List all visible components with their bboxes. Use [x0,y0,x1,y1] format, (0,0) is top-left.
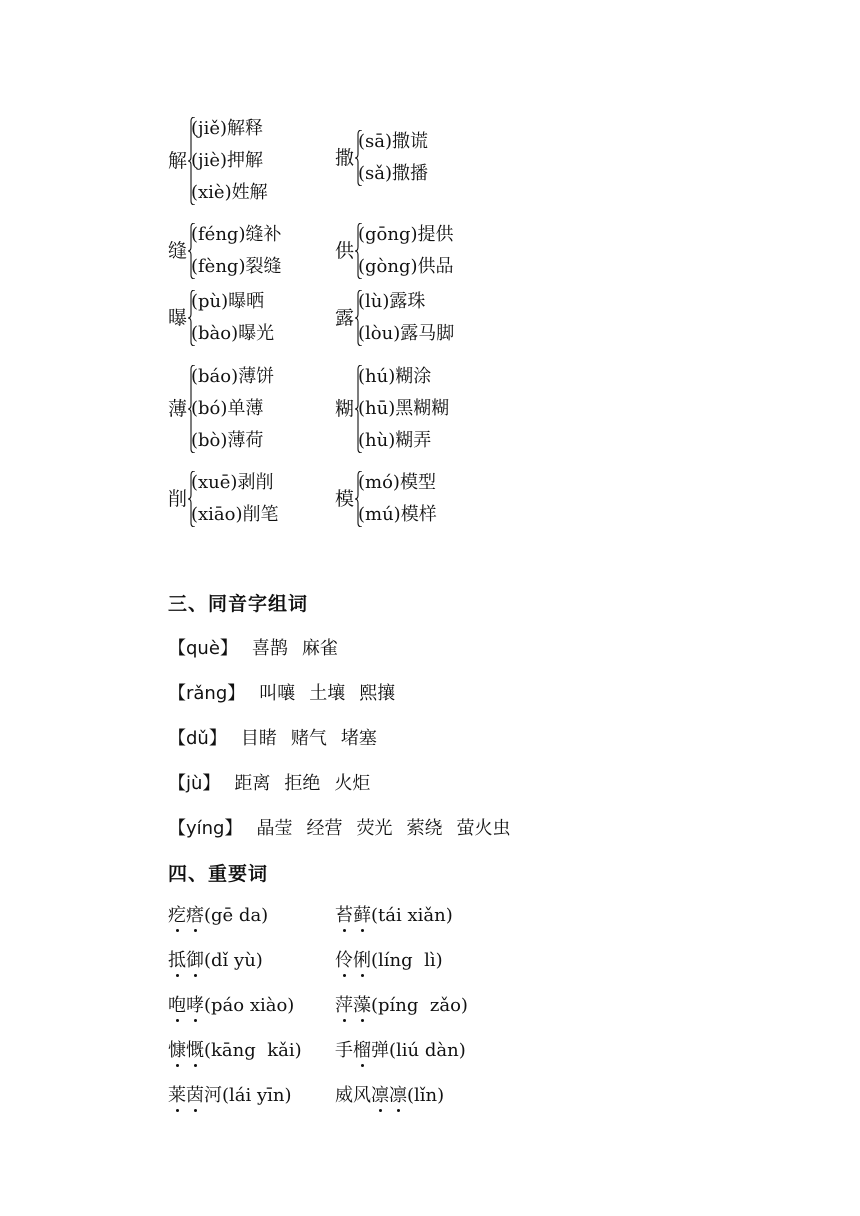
polyphone-group [168,113,328,209]
polyphone-reading: (mó)模型 [358,472,436,493]
polyphone-reading: (féng)缝补 [191,224,282,245]
homophone-word: 赌气 [290,728,327,749]
polyphone-reading: (fèng)裂缝 [191,256,282,277]
homophone-word: 经营 [306,818,343,839]
vocab-item [335,1036,466,1062]
polyphone-group [335,361,495,457]
homophone-word: 目睹 [240,728,277,749]
polyphone-reading: (bào)曝光 [191,323,275,344]
homophone-word: 麻雀 [301,638,338,659]
polyphone-group [168,361,328,457]
section-3-title: 三、同音字组词 [168,593,309,615]
vocab-pinyin: (tái xiǎn) [371,905,453,926]
polyphone-char: 撒 [335,147,355,169]
emphasized-word: 慷慨 [168,1040,204,1061]
polyphone-reading: (gòng)供品 [358,256,454,277]
emphasized-word: 疙瘩 [168,905,204,926]
vocab-item [168,991,294,1017]
homophone-row [168,679,395,705]
polyphone-group [168,286,328,350]
vocab-item [168,1036,302,1062]
polyphone-char: 供 [335,240,355,262]
polyphone-reading: (hú)糊涂 [358,366,432,387]
polyphone-char: 缝 [168,240,188,262]
polyphone-reading: (pù)曝晒 [191,291,265,312]
polyphone-reading: (mú)模样 [358,504,437,525]
vocab-item [335,901,453,927]
vocab-item [168,901,268,927]
vocab-item [168,1081,292,1107]
homophone-word: 距离 [234,773,271,794]
polyphone-char: 糊 [335,398,355,420]
vocab-item [335,1081,444,1107]
vocab-item [168,946,263,972]
emphasized-word: 榴 [353,1040,371,1061]
polyphone-reading: (xuē)剥削 [191,472,274,493]
homophone-word: 土壤 [309,683,346,704]
polyphone-char: 模 [335,488,355,510]
polyphone-reading: (jiě)解释 [191,118,264,139]
vocab-item [335,946,443,972]
polyphone-reading: (jiè)押解 [191,150,264,171]
vocab-pinyin: (kāng kǎi) [204,1040,302,1061]
polyphone-group [335,286,495,350]
vocab-pinyin: (píng zǎo) [371,995,468,1016]
homophone-word: 火炬 [334,773,371,794]
homophone-pinyin: 【què】 [168,638,238,659]
vocab-pinyin: (lǐn) [407,1085,445,1106]
vocab-text: 河 [204,1085,222,1106]
polyphone-group [335,467,495,531]
polyphone-reading: (sǎ)撒播 [358,163,429,184]
emphasized-word: 抵御 [168,950,204,971]
emphasized-word: 凛凛 [371,1085,407,1106]
homophone-word: 堵塞 [340,728,377,749]
emphasized-word: 萍藻 [335,995,371,1016]
emphasized-word: 伶俐 [335,950,371,971]
emphasized-word: 莱茵 [168,1085,204,1106]
homophone-word: 晶莹 [256,818,293,839]
polyphone-reading: (bó)单薄 [191,398,264,419]
homophone-word: 荧光 [356,818,393,839]
homophone-word: 叫嚷 [259,683,296,704]
vocab-pinyin: (liú dàn) [389,1040,466,1061]
homophone-pinyin: 【jù】 [168,773,221,794]
vocab-pinyin: (líng lì) [371,950,443,971]
polyphone-reading: (lù)露珠 [358,291,426,312]
vocab-item [335,991,468,1017]
polyphone-group [168,219,328,283]
homophone-word: 萦绕 [406,818,443,839]
emphasized-word: 咆哮 [168,995,204,1016]
polyphone-reading: (báo)薄饼 [191,366,275,387]
polyphone-char: 曝 [168,307,188,329]
polyphone-char: 薄 [168,398,188,420]
homophone-pinyin: 【dǔ】 [168,728,227,749]
vocab-text: 手 [335,1040,353,1061]
polyphone-reading: (hù)糊弄 [358,430,432,451]
homophone-word: 拒绝 [284,773,321,794]
emphasized-word: 苔藓 [335,905,371,926]
vocab-pinyin: (páo xiào) [204,995,295,1016]
vocab-text: 威风 [335,1085,371,1106]
polyphone-char: 露 [335,307,355,329]
polyphone-group [335,219,495,283]
polyphone-group [335,126,495,190]
polyphone-reading: (lòu)露马脚 [358,323,455,344]
homophone-pinyin: 【rǎng】 [168,683,246,704]
homophone-row [168,724,377,750]
polyphone-group [168,467,328,531]
polyphone-reading: (bò)薄荷 [191,430,264,451]
polyphone-reading: (hū)黑糊糊 [358,398,450,419]
homophone-word: 喜鹊 [251,638,288,659]
vocab-text: 弹 [371,1040,389,1061]
homophone-word: 萤火虫 [456,818,511,839]
polyphone-reading: (xiāo)削笔 [191,504,279,525]
homophone-row [168,814,511,840]
polyphone-reading: (xiè)姓解 [191,182,268,203]
polyphone-char: 削 [168,488,188,510]
section-4-title: 四、重要词 [168,863,269,885]
homophone-pinyin: 【yíng】 [168,818,243,839]
homophone-word: 熙攘 [359,683,396,704]
vocab-pinyin: (dǐ yù) [204,950,263,971]
homophone-row [168,634,338,660]
polyphone-reading: (sā)撒谎 [358,131,429,152]
vocab-pinyin: (gē da) [204,905,269,926]
vocab-pinyin: (lái yīn) [222,1085,292,1106]
homophone-row [168,769,370,795]
polyphone-char: 解 [168,150,188,172]
polyphone-reading: (gōng)提供 [358,224,454,245]
